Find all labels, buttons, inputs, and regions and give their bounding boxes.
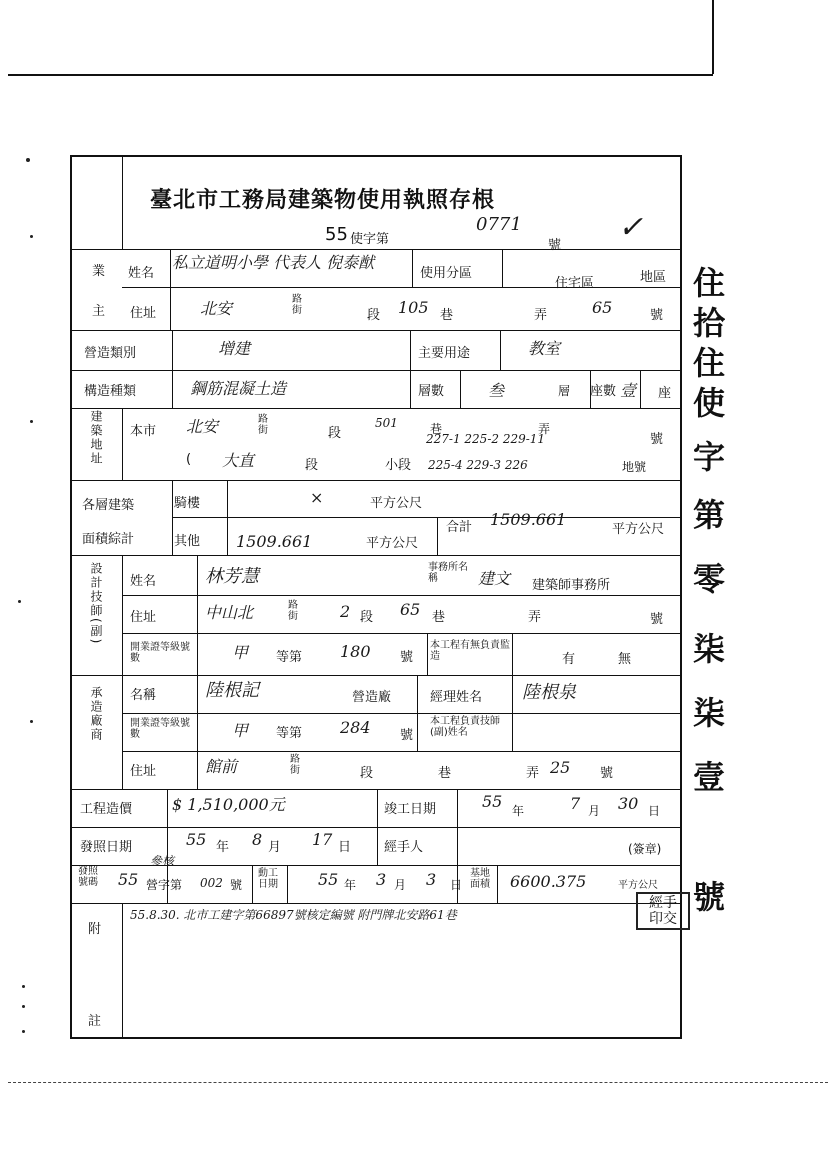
speck (26, 158, 30, 162)
structure-value: 鋼筋混凝土造 (190, 379, 287, 398)
designer-supervision-no: 無 (618, 652, 632, 667)
speck (30, 720, 33, 723)
number-suffix: 號 (548, 238, 562, 253)
designer-name-label: 姓名 (130, 574, 157, 589)
scan-top-line (8, 74, 713, 76)
row-rule (122, 713, 682, 714)
arcade-label: 騎樓 (174, 496, 201, 511)
contractor-addr-lane-label: 巷 (438, 766, 452, 781)
floors-suffix: 層 (558, 384, 571, 398)
designer-addr-no-label: 號 (650, 612, 664, 627)
issue-day-suffix: 日 (338, 840, 352, 855)
designer-license-grade: 甲 (232, 643, 249, 662)
owner-addr-lane-value: 105 (398, 298, 429, 317)
col-rule (460, 370, 461, 408)
designer-license-no: 180 (340, 642, 371, 661)
col-rule (197, 555, 198, 789)
col-rule (377, 827, 378, 865)
designer-office-value: 建文 (478, 569, 511, 588)
speck (30, 235, 33, 238)
contractor-name-label: 名稱 (130, 688, 157, 703)
contractor-name-value: 陸根記 (205, 680, 259, 701)
designer-supervision-label: 本工程有無負責監造 (430, 640, 510, 662)
designer-license-label: 開業證等級號數 (130, 642, 190, 664)
owner-name-value: 私立道明小學 代表人 倪泰猷 (172, 253, 375, 272)
side-char: 字 (693, 438, 726, 476)
col-rule (170, 249, 171, 330)
col-rule (497, 865, 498, 903)
buildings-value: 壹 (620, 381, 637, 400)
permit-value-suffix: 號 (230, 878, 243, 892)
contractor-addr-road-value: 館前 (205, 757, 238, 776)
site-district-label: 段 (305, 458, 319, 473)
speck (22, 985, 25, 988)
owner-zone-label: 使用分區 (420, 266, 473, 281)
site-lane-value: 501 (375, 416, 398, 430)
issue-day: 17 (312, 830, 333, 849)
floors-label: 層數 (418, 384, 445, 399)
designer-addr-lane-label: 巷 (432, 610, 446, 625)
col-rule (457, 827, 458, 865)
form-title: 臺北市工務局建築物使用執照存根 (150, 188, 496, 213)
contractor-addr-section-label: 段 (360, 766, 374, 781)
row-rule (72, 408, 682, 409)
col-rule (122, 903, 123, 1039)
designer-license-suffix: 號 (400, 650, 414, 665)
col-rule (457, 789, 458, 827)
handler-label: 經手人 (384, 840, 424, 855)
designer-name-value: 林芳慧 (205, 566, 259, 587)
col-rule (172, 480, 173, 555)
issue-month-suffix: 月 (268, 840, 282, 855)
contractor-address-label: 住址 (130, 764, 157, 779)
arcade-unit: 平方公尺 (370, 496, 423, 511)
designer-addr-section-label: 段 (360, 610, 374, 625)
row-rule (172, 517, 682, 518)
start-day: 3 (426, 870, 437, 889)
site-area-value: 6600.375 (510, 872, 587, 891)
designer-addr-road-value: 中山北 (205, 603, 254, 622)
owner-address-label: 住址 (130, 306, 157, 321)
year-prefix: 55 (325, 224, 348, 245)
col-rule (412, 249, 413, 287)
site-no-label: 號 (650, 432, 664, 447)
start-year-suffix: 年 (344, 878, 357, 892)
notes-text: 55.8.30. 北市工建字第66897號核定編號 附門牌北安路61巷 (130, 908, 457, 922)
other-label: 其他 (174, 534, 201, 549)
scan-right-line (712, 0, 714, 74)
row-rule (122, 595, 682, 596)
row-rule (122, 751, 682, 752)
construction-use-label: 主要用途 (418, 346, 471, 361)
contractor-license-no: 284 (340, 718, 371, 737)
site-area-label: 基地面積 (470, 868, 490, 890)
completion-label: 竣工日期 (384, 802, 437, 817)
issue-year: 55 (186, 830, 207, 849)
permit-value-no: 002 (200, 876, 223, 890)
speck (30, 420, 33, 423)
row-rule (72, 480, 682, 481)
col-rule (500, 330, 501, 370)
speck (22, 1030, 25, 1033)
completion-year: 55 (482, 792, 503, 811)
other-unit: 平方公尺 (366, 536, 419, 551)
col-rule (502, 249, 503, 287)
start-year: 55 (318, 870, 339, 889)
scan-bottom-line (8, 1082, 828, 1083)
other-value: 1509.661 (236, 532, 313, 551)
side-char: 拾 (693, 304, 726, 342)
contractor-license-label: 開業證等級號數 (130, 718, 190, 740)
side-char: 零 (693, 560, 726, 598)
col-rule (377, 789, 378, 827)
cost-label: 工程造價 (80, 802, 133, 817)
side-char: 柒 (693, 694, 726, 732)
row-rule (72, 675, 682, 676)
speck (22, 1005, 25, 1008)
designer-addr-road-label: 路街 (288, 600, 298, 622)
permit-label: 發照號碼 (78, 866, 98, 888)
construction-type-value: 增建 (218, 339, 251, 358)
col-rule (410, 370, 411, 408)
area-section-label-1: 各層建築 (82, 498, 135, 513)
sign-label: (簽章) (628, 842, 662, 856)
buildings-suffix: 座 (658, 386, 672, 401)
issue-month: 8 (252, 830, 263, 849)
site-city-label: 本市 (130, 424, 157, 439)
contractor-license-grade: 甲 (232, 721, 249, 740)
side-char: 柒 (693, 630, 726, 668)
contractor-manager-label: 經理姓名 (430, 690, 483, 705)
start-day-suffix: 日 (450, 878, 463, 892)
start-month: 3 (376, 870, 387, 889)
start-month-suffix: 月 (394, 878, 407, 892)
completion-day: 30 (618, 794, 639, 813)
col-rule (640, 370, 641, 408)
owner-addr-lane-label: 巷 (440, 308, 454, 323)
permit-value-year: 55 (118, 870, 139, 889)
site-district-value: 大直 (222, 451, 255, 470)
issue-label: 發照日期 (80, 840, 133, 855)
speck (18, 600, 21, 603)
site-lot-label: 地號 (622, 460, 647, 474)
designer-section-label: 設計技師(副) (89, 562, 103, 646)
designer-license-mid: 等第 (276, 650, 303, 665)
col-rule (122, 408, 123, 480)
permit-number: 0771 (476, 214, 522, 235)
permit-annotation: 參核 (150, 854, 175, 868)
site-lot-value: 225-4 229-3 226 (428, 458, 528, 472)
owner-addr-alley-label: 弄 (534, 308, 548, 323)
col-rule (417, 713, 418, 751)
site-section-char: 段 (328, 426, 342, 441)
row-rule (122, 287, 682, 288)
permit-value-mid: 營字第 (146, 878, 183, 892)
col-rule (417, 675, 418, 713)
construction-type-label: 營造類別 (84, 346, 137, 361)
side-char: 號 (693, 878, 726, 916)
contractor-addr-road-label: 路街 (290, 754, 300, 776)
area-section-label-2: 面積綜計 (82, 532, 135, 547)
designer-office-suffix: 建築師事務所 (532, 578, 611, 593)
contractor-name-suffix: 營造廠 (352, 690, 392, 705)
construction-use-value: 教室 (528, 339, 561, 358)
designer-address-label: 住址 (130, 610, 157, 625)
site-road-value: 北安 (186, 417, 219, 436)
owner-name-label: 姓名 (128, 266, 155, 281)
owner-section-char-1: 業 (92, 264, 106, 279)
completion-year-suffix: 年 (512, 804, 525, 818)
stamp-line-2: 印交 (649, 911, 677, 927)
site-section-label: 建築地址 (89, 410, 103, 466)
col-rule (512, 633, 513, 675)
completion-month-suffix: 月 (588, 804, 601, 818)
site-paren: ( (186, 452, 192, 467)
cost-value: $ 1,510,000元 (172, 795, 285, 814)
site-area-unit: 平方公尺 (618, 880, 658, 891)
completion-month: 7 (570, 794, 581, 813)
side-char: 第 (693, 496, 726, 534)
owner-addr-no-value: 65 (592, 298, 613, 317)
contractor-addr-no-label: 號 (600, 766, 614, 781)
col-rule (410, 330, 411, 370)
permit-prefix: 使字第 (350, 232, 390, 247)
designer-office-label: 事務所名稱 (428, 562, 468, 584)
total-value: 1509.661 (490, 510, 567, 529)
issue-year-suffix: 年 (216, 840, 230, 855)
structure-label: 構造種類 (84, 384, 137, 399)
owner-zone-value: 住宅區 (555, 276, 595, 291)
site-no-value: 227-1 225-2 229-11 (426, 432, 546, 446)
side-char: 使 (693, 384, 726, 422)
row-rule (72, 330, 682, 331)
designer-addr-alley-label: 弄 (528, 610, 542, 625)
col-rule (427, 633, 428, 675)
owner-addr-road-label: 路街 (292, 294, 302, 316)
row-rule (72, 555, 682, 556)
col-rule (122, 157, 123, 249)
contractor-license-mid: 等第 (276, 726, 303, 741)
designer-addr-section-value: 2 (340, 602, 351, 621)
completion-day-suffix: 日 (648, 804, 661, 818)
buildings-label: 座數 (590, 384, 617, 399)
col-rule (122, 555, 123, 789)
side-char: 壹 (693, 758, 726, 796)
floors-value: 叁 (488, 381, 505, 400)
arcade-value: × (310, 488, 324, 507)
stamp-line-1: 經手 (649, 895, 677, 911)
contractor-manager-value: 陸根泉 (522, 682, 576, 703)
col-rule (287, 865, 288, 903)
site-road-label: 路街 (258, 414, 268, 436)
side-char: 住 (693, 264, 726, 302)
contractor-addr-alley-label: 弄 (526, 766, 540, 781)
check-mark: ✓ (618, 210, 644, 245)
owner-zone-suffix: 地區 (640, 270, 667, 285)
col-rule (437, 517, 438, 555)
owner-addr-no-label: 號 (650, 308, 664, 323)
row-rule (122, 633, 682, 634)
designer-addr-lane-value: 65 (400, 600, 421, 619)
total-label: 合計 (446, 520, 473, 535)
notes-label-bottom: 註 (88, 1014, 102, 1029)
col-rule (172, 330, 173, 408)
handler-stamp (636, 892, 690, 930)
contractor-addr-no-value: 25 (550, 758, 571, 777)
site-alley-label: 弄 (538, 422, 551, 436)
site-subsection-label: 小段 (385, 458, 412, 473)
start-label: 動工日期 (258, 868, 278, 890)
designer-supervision-yes: 有 (562, 652, 576, 667)
owner-addr-road-value: 北安 (200, 299, 233, 318)
total-unit: 平方公尺 (612, 522, 665, 537)
site-lane-label: 巷 (430, 422, 443, 436)
col-rule (227, 480, 228, 555)
contractor-license-suffix: 號 (400, 728, 414, 743)
col-rule (252, 865, 253, 903)
row-rule (72, 903, 682, 904)
col-rule (512, 675, 513, 713)
owner-addr-section-label: 段 (367, 308, 381, 323)
side-char: 住 (693, 344, 726, 382)
owner-section-char-2: 主 (92, 304, 106, 319)
contractor-section-label: 承造廠商 (89, 686, 103, 742)
contractor-engineer-label: 本工程負責技師(副)姓名 (430, 716, 500, 738)
notes-label-top: 附 (88, 922, 102, 937)
